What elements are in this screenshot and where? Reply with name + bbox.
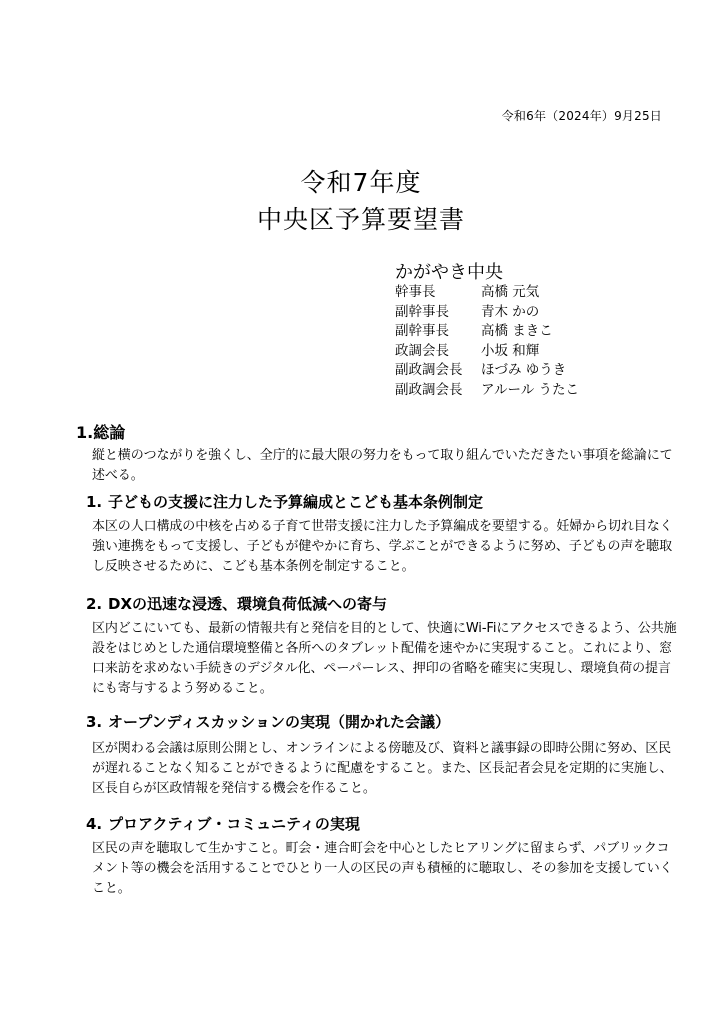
section-number: 1. [86, 493, 103, 511]
title-line-1: 令和7年度 [300, 168, 422, 197]
section-title: プロアクティブ・コミュニティの実現 [108, 815, 360, 833]
officer-name: 小坂 和輝 [481, 342, 540, 359]
officer-name: 高橋 まきこ [481, 323, 553, 340]
section-body: 区が関わる会議は原則公開とし、オンラインによる傍聴及び、資料と議事録の即時公開に努め、区民が遅れることなく知ることができるように配慮をすること。また、区長記者会見を定期的に実施し、区長自らが区政情報を発信する機会を作ること。 [92, 741, 673, 796]
section-body: 本区の人口構成の中核を占める子育て世帯支援に注力した予算編成を要望する。妊婦から切れ目なく強い連携をもって支援し、子どもが健やかに育ち、学ぶことができるように努め、子どもの声を聴取し反映させるために、こども基本条例を制定すること。 [92, 519, 673, 574]
section-heading [86, 813, 360, 834]
section-title: DXの迅速な浸透、環境負荷低減への寄与 [108, 595, 388, 613]
organization-name: かがやき中央 [395, 262, 503, 283]
officer-list [395, 283, 695, 401]
officer-name: アルール うたこ [481, 381, 579, 398]
document-date: 令和6年（2024年）9月25日 [501, 109, 662, 123]
officer-row [395, 283, 695, 303]
officer-row [395, 303, 695, 323]
officer-row [395, 381, 695, 401]
section-heading [86, 711, 450, 732]
officer-role: 副幹事長 [395, 303, 449, 320]
general-heading: 1.総論 [76, 423, 126, 442]
section-title: オープンディスカッションの実現（開かれた会議） [108, 713, 451, 731]
section-title: 子どもの支援に注力した予算編成とこども基本条例制定 [108, 493, 484, 511]
officer-name: 高橋 元気 [481, 284, 540, 300]
document-title [0, 164, 722, 238]
officer-row [395, 322, 695, 342]
general-body: 縦と横のつながりを強くし、全庁的に最大限の努力をもって取り組んでいただきたい事項を総論にて述べる。 [92, 448, 673, 483]
officer-row [395, 342, 695, 362]
officer-role: 副政調会長 [395, 381, 463, 398]
officer-name: ほづみ ゆうき [481, 362, 567, 379]
officer-name: 青木 かの [481, 303, 540, 320]
section-number: 3. [86, 713, 103, 731]
officer-role: 副政調会長 [395, 362, 463, 379]
section-number: 4. [86, 815, 103, 833]
section-body: 区内どこにいても、最新の情報共有と発信を目的として、快適にWi-Fiにアクセスできるよう、公共施設をはじめとした通信環境整備と各所へのタブレット配備を速やかに実現すること。これにより、窓口来訪を求めない手続きのデジタル化、ペーパーレス、押印の省略を確実に実現し、環境負荷の提言にも寄与するよう努めること。 [92, 621, 677, 696]
section-heading [86, 491, 483, 512]
officer-role: 幹事長 [395, 284, 436, 300]
section-body: 区民の声を聴取して生かすこと。町会・連合町会を中心としたヒアリングに留まらず、パブリックコメント等の機会を活用することでひとり一人の区民の声も積極的に聴取し、その参加を支援していくこと。 [92, 841, 673, 896]
officer-row [395, 361, 695, 381]
title-line-2: 中央区予算要望書 [256, 205, 465, 234]
section-heading [86, 593, 387, 614]
section-number: 2. [86, 595, 103, 613]
officer-role: 副幹事長 [395, 323, 449, 340]
officer-role: 政調会長 [395, 342, 449, 359]
